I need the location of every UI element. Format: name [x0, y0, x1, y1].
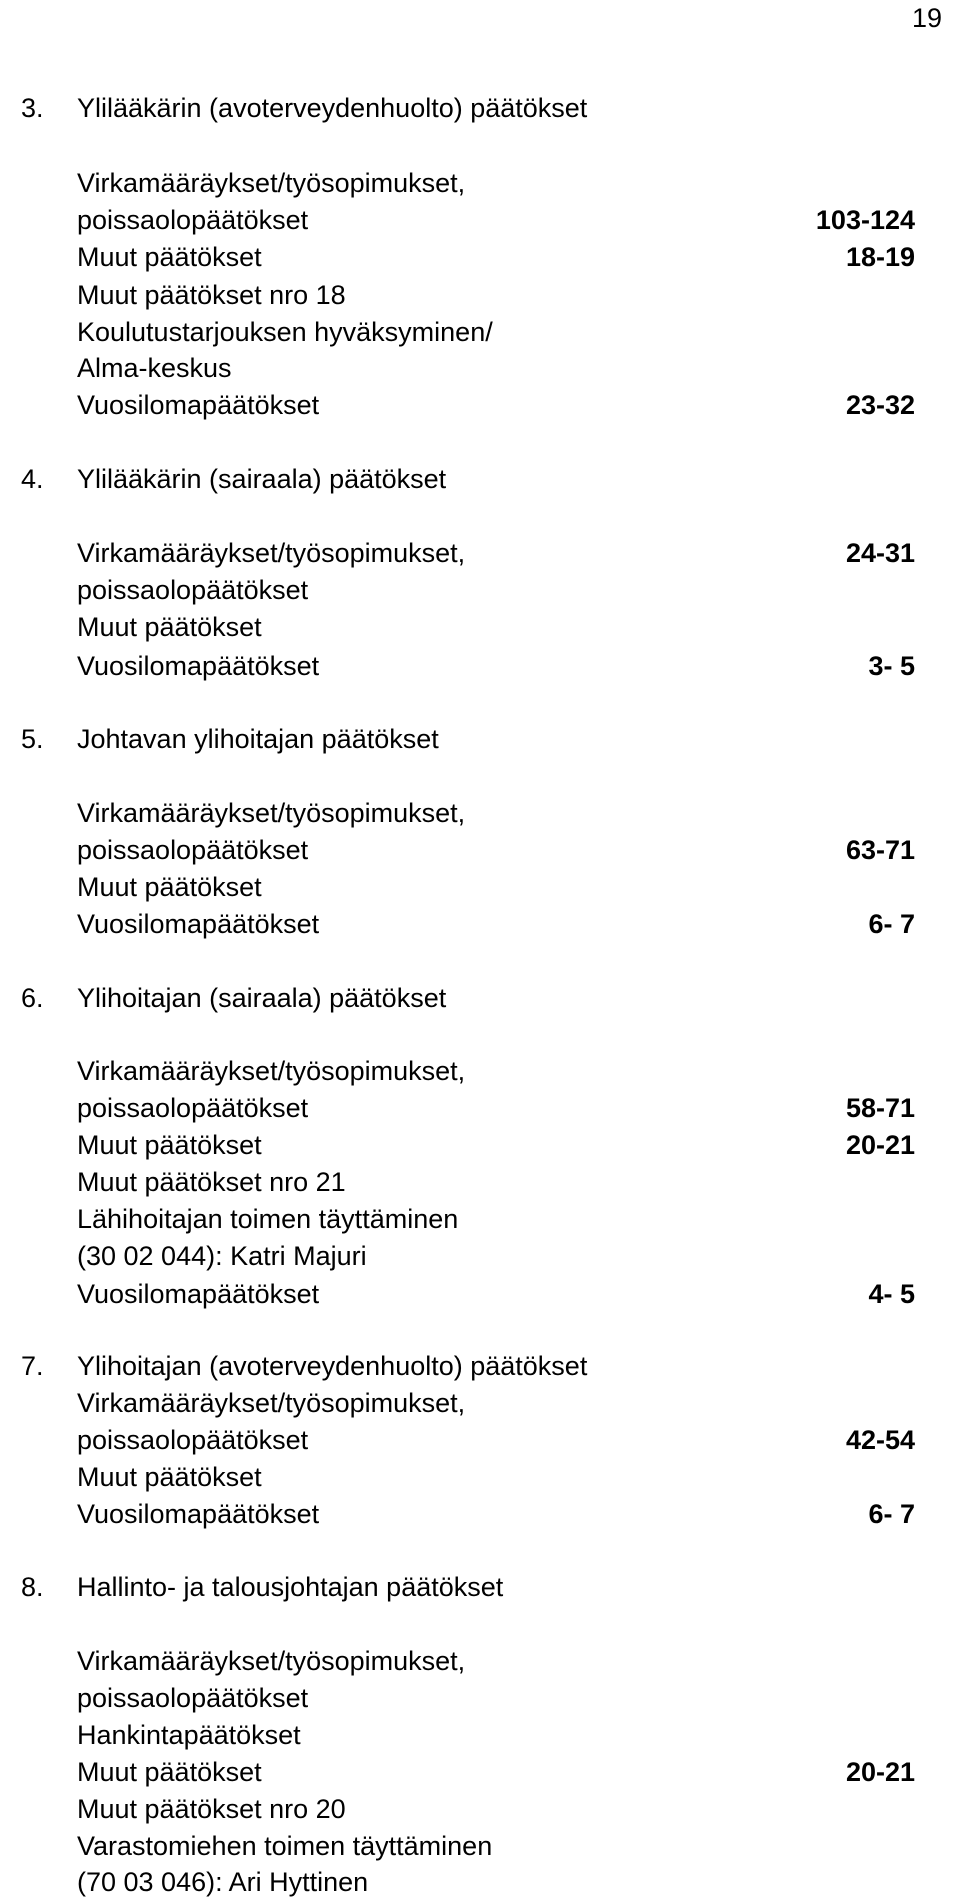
- list-item: Virkamääräykset/työsopimukset,: [77, 1646, 466, 1676]
- list-item: Vuosilomapäätökset: [77, 909, 320, 939]
- page-range: 58-71: [845, 1093, 915, 1123]
- page-range: 103-124: [815, 205, 915, 235]
- list-item: (70 03 046): Ari Hyttinen: [77, 1867, 369, 1897]
- page-range: 3- 5: [868, 651, 915, 681]
- section-title: Ylilääkärin (sairaala) päätökset: [77, 464, 447, 494]
- list-item: Muut päätökset: [77, 612, 262, 642]
- section-number: 7.: [21, 1351, 44, 1381]
- section-number: 5.: [21, 724, 44, 754]
- section-title: Ylilääkärin (avoterveydenhuolto) päätökset: [77, 93, 588, 123]
- list-item: Varastomiehen toimen täyttäminen: [77, 1831, 493, 1861]
- list-item: Vuosilomapäätökset: [77, 390, 320, 420]
- section-number: 6.: [21, 983, 44, 1013]
- list-item: Vuosilomapäätökset: [77, 1499, 320, 1529]
- list-item: Muut päätökset: [77, 1130, 262, 1160]
- list-item: poissaolopäätökset: [77, 575, 309, 605]
- list-item: Muut päätökset nro 20: [77, 1794, 346, 1824]
- list-item: poissaolopäätökset: [77, 1093, 309, 1123]
- list-item: Lähihoitajan toimen täyttäminen: [77, 1204, 459, 1234]
- page-number: 19: [911, 3, 942, 33]
- list-item: poissaolopäätökset: [77, 835, 309, 865]
- page-range: 20-21: [845, 1130, 915, 1160]
- page-range: 23-32: [845, 390, 915, 420]
- list-item: Muut päätökset nro 21: [77, 1167, 346, 1197]
- page-range: 6- 7: [868, 909, 915, 939]
- page-range: 20-21: [845, 1757, 915, 1787]
- section-title: Ylihoitajan (sairaala) päätökset: [77, 983, 447, 1013]
- list-item: Koulutustarjouksen hyväksyminen/: [77, 317, 493, 347]
- section-number: 4.: [21, 464, 44, 494]
- list-item: poissaolopäätökset: [77, 205, 309, 235]
- page-range: 4- 5: [868, 1279, 915, 1309]
- section-title: Johtavan ylihoitajan päätökset: [77, 724, 439, 754]
- list-item: Muut päätökset: [77, 1757, 262, 1787]
- list-item: Muut päätökset: [77, 872, 262, 902]
- page-range: 63-71: [845, 835, 915, 865]
- list-item: Muut päätökset: [77, 242, 262, 272]
- list-item: Virkamääräykset/työsopimukset,: [77, 538, 466, 568]
- section-title: Ylihoitajan (avoterveydenhuolto) päätökset: [77, 1351, 588, 1381]
- page-range: 6- 7: [868, 1499, 915, 1529]
- list-item: Hankintapäätökset: [77, 1720, 301, 1750]
- page-range: 42-54: [845, 1425, 915, 1455]
- list-item: poissaolopäätökset: [77, 1683, 309, 1713]
- list-item: Muut päätökset: [77, 1462, 262, 1492]
- list-item: Virkamääräykset/työsopimukset,: [77, 168, 466, 198]
- page-range: 18-19: [845, 242, 915, 272]
- list-item: Vuosilomapäätökset: [77, 1279, 320, 1309]
- list-item: Muut päätökset nro 18: [77, 280, 346, 310]
- list-item: Alma-keskus: [77, 353, 232, 383]
- list-item: (30 02 044): Katri Majuri: [77, 1241, 367, 1271]
- list-item: Vuosilomapäätökset: [77, 651, 320, 681]
- list-item: Virkamääräykset/työsopimukset,: [77, 1056, 466, 1086]
- section-number: 3.: [21, 93, 44, 123]
- section-title: Hallinto- ja talousjohtajan päätökset: [77, 1572, 504, 1602]
- list-item: Virkamääräykset/työsopimukset,: [77, 798, 466, 828]
- list-item: poissaolopäätökset: [77, 1425, 309, 1455]
- page-range: 24-31: [845, 538, 915, 568]
- list-item: Virkamääräykset/työsopimukset,: [77, 1388, 466, 1418]
- section-number: 8.: [21, 1572, 44, 1602]
